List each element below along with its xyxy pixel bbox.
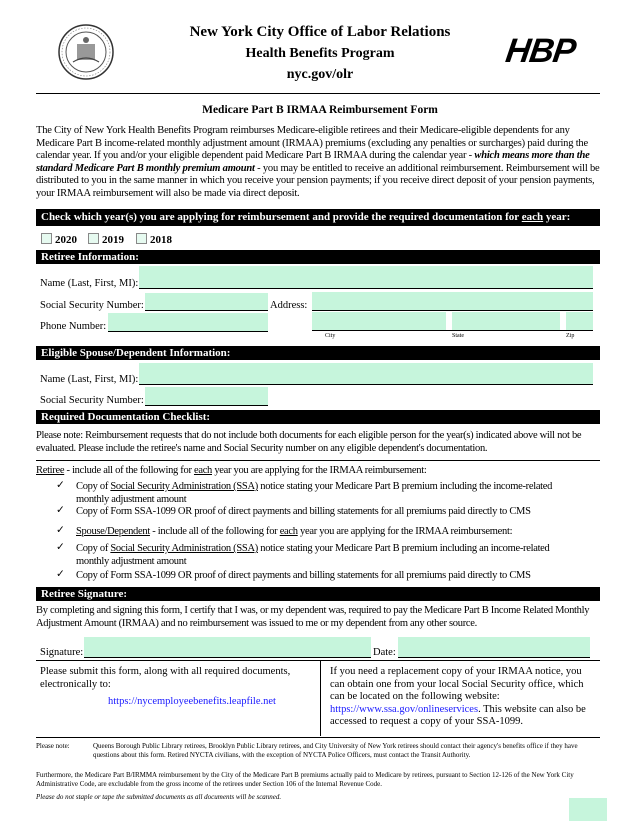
city-caption: City (325, 333, 336, 339)
spouse-doc-item-1: Copy of Social Security Administration (SSA) notice stating your Medicare Part B premium including an income-related monthly adjustment amount (76, 543, 550, 567)
footer-furthermore: Furthermore, the Medicare Part B/IRMMA reimbursement by the City of the Medicare Part B premiums actually paid to Medicare by retirees, pursuant to Section 12-126 of the New York City Administrative Code, are excludable from the gross income of the retirees under Section 106 of the Internal Revenue Code. (36, 771, 574, 788)
spouse-doc-intro: Spouse/Dependent - include all of the following for each year you are applying for the IRMAA reimbursement: (76, 526, 513, 537)
footer-note-label: Please note: (36, 742, 70, 750)
submit-divider (320, 660, 321, 736)
retiree-doc-intro: Retiree - include all of the following for each year you are applying for the IRMAA reimbursement: (36, 465, 427, 476)
header-rule (36, 93, 600, 94)
retiree-name-line (139, 288, 593, 289)
years-bar: Check which year(s) you are applying for reimbursement and provide the required documentation for each year: (36, 209, 600, 226)
retiree-state-field[interactable] (452, 312, 560, 330)
replacement-notice-info: If you need a replacement copy of your IRMAA notice, you can obtain one from your local Social Security office, which can be located on the following website: https://www.ssa.gov/onlineservices. This website can also be accessed to request a copy of your SSA-1099. (330, 666, 586, 727)
submit-instructions: Please submit this form, along with all required documents, electronically to: (40, 666, 291, 690)
ssa-link[interactable]: https://www.ssa.gov/onlineservices (330, 703, 479, 715)
retiree-doc-item-2: Copy of Form SSA-1099 OR proof of direct payments and billing statements for all premiums paid directly to CMS (76, 506, 531, 517)
zip-caption: Zip (566, 333, 575, 339)
date-line (398, 657, 590, 658)
signature-label: Signature: (40, 647, 84, 658)
leapfile-link[interactable]: https://nycemployeebenefits.leapfile.net (108, 696, 276, 707)
date-field[interactable] (398, 637, 590, 657)
check-2-icon: ✓ (56, 505, 65, 516)
retiree-zip-field[interactable] (566, 312, 593, 330)
retiree-phone-label: Phone Number: (40, 321, 107, 332)
checklist-rule (36, 460, 600, 461)
form-title: Medicare Part B IRMAA Reimbursement Form (202, 104, 438, 116)
spouse-name-line (139, 384, 593, 385)
check-1-icon: ✓ (56, 480, 65, 491)
spouse-name-label: Name (Last, First, MI): (40, 374, 139, 385)
spouse-doc-item-2: Copy of Form SSA-1099 OR proof of direct payments and billing statements for all premiums paid directly to CMS (76, 570, 531, 581)
retiree-doc-item-1: Copy of Social Security Administration (SSA) notice stating your Medicare Part B premium including the income-related monthly adjustment amount (76, 481, 553, 505)
footer-staple-note: Please do not staple or tape the submitted documents as all documents will be scanned. (36, 793, 282, 801)
footer-note-text: Queens Borough Public Library retirees, Brooklyn Public Library retirees, and City University of New York retirees should contact their agency's benefits office if they have questions about this form. Retired NYCTA civilians, with the exception of NYCTA Police Officers, must contact the Transit Authority. (93, 742, 578, 759)
year-2020-checkbox[interactable]: 2020 (41, 233, 77, 246)
retiree-ssn-field[interactable] (145, 293, 268, 310)
check-5-icon: ✓ (56, 569, 65, 580)
checklist-bar: Required Documentation Checklist: (36, 410, 600, 424)
year-2018-checkbox[interactable]: 2018 (136, 233, 172, 246)
signature-bar: Retiree Signature: (36, 587, 600, 601)
retiree-city-line (312, 330, 593, 331)
check-3-icon: ✓ (56, 525, 65, 536)
checklist-note: Please note: Reimbursement requests that do not include both documents for each eligible person for the year(s) indicated above will not be evaluated. Please include the retiree's name and Social Security number on any eligible dependent's documentation. (36, 430, 582, 454)
hbp-logo: HBP (503, 32, 578, 70)
retiree-phone-line (108, 331, 268, 332)
org-title: New York City Office of Labor Relations (189, 24, 451, 40)
retiree-city-field[interactable] (312, 312, 446, 330)
spouse-name-field[interactable] (139, 363, 593, 384)
retiree-ssn-label: Social Security Number: (40, 300, 144, 311)
retiree-address-line (312, 310, 593, 311)
retiree-phone-field[interactable] (108, 313, 268, 331)
date-label: Date: (373, 647, 396, 658)
retiree-address-field[interactable] (312, 292, 593, 310)
retiree-name-field[interactable] (139, 266, 593, 288)
spouse-ssn-field[interactable] (145, 387, 268, 405)
check-4-icon: ✓ (56, 542, 65, 553)
intro-paragraph: The City of New York Health Benefits Program reimburses Medicare-eligible retirees and their Medicare-eligible dependents for any Medicare Part B income-related monthly adjustment amount (IRMAA) premiums (excluding any penalties or surcharges) paid during the calendar year. If you and/or your eligible dependent paid Medicare Part B IRMAA during the calendar year - which means more than the standard Medicare Part B monthly premium amount - you may be entitled to receive an additional reimbursement. Reimbursement will be distributed to you in the same manner in which you receive your pension payments; if you receive direct deposit of your pension payments, your IRMAA reimbursement will also be made via direct deposit. (36, 125, 600, 199)
program-title: Health Benefits Program (245, 46, 395, 61)
office-use-field[interactable] (569, 798, 607, 821)
retiree-info-bar: Retiree Information: (36, 250, 600, 264)
spouse-info-bar: Eligible Spouse/Dependent Information: (36, 346, 600, 360)
signature-certification: By completing and signing this form, I certify that I was, or my dependent was, required to pay the Medicare Part B Income Related Monthly Adjustment Amount (IRMAA) and no reimbursement was issued to me or my dependent from any other source. (36, 605, 590, 629)
state-caption: State (452, 333, 464, 339)
spouse-ssn-line (145, 405, 268, 406)
spouse-ssn-label: Social Security Number: (40, 395, 144, 406)
retiree-ssn-line (145, 310, 268, 311)
signature-line (84, 657, 371, 658)
retiree-address-label: Address: (270, 300, 308, 311)
retiree-name-label: Name (Last, First, MI): (40, 278, 139, 289)
signature-field[interactable] (84, 637, 371, 657)
website-title: nyc.gov/olr (286, 67, 354, 82)
year-2019-checkbox[interactable]: 2019 (88, 233, 124, 246)
